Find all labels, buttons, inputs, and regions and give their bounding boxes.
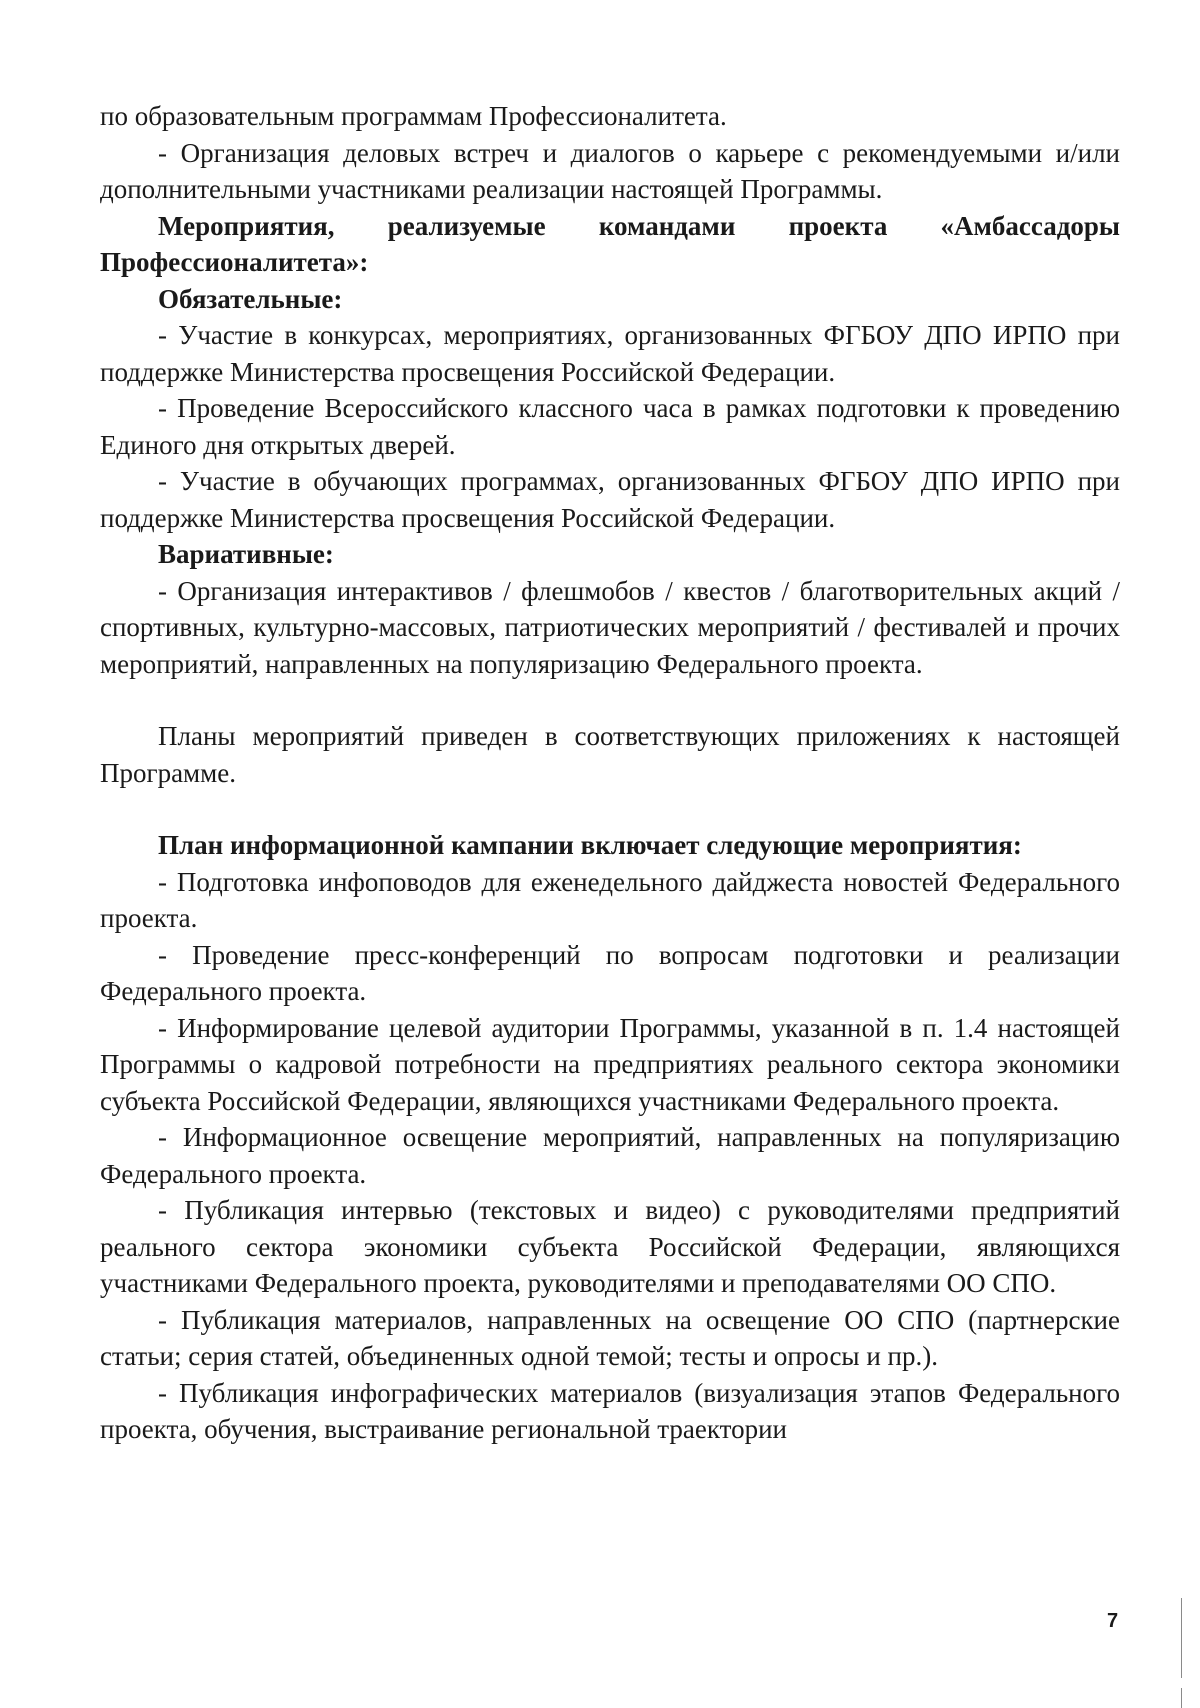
document-body — [100, 98, 1120, 1448]
list-item-training-programs: - Участие в обучающих программах, организованных ФГБОУ ДПО ИРПО при поддержке Министерства просвещения Российской Федерации. — [100, 466, 1120, 533]
list-item-informing-audience: - Информирование целевой аудитории Программы, указанной в п. 1.4 настоящей Программы о кадровой потребности на предприятиях реального сектора экономики субъекта Российской Федерации, являющихся участниками Федерального проекта. — [100, 1012, 1120, 1116]
paragraph-spacer — [100, 791, 1120, 827]
list-item-interactives: - Организация интерактивов / флешмобов / квестов / благотворительных акций / спортивных, культурно-массовых, патриотических мероприятий / фестивалей и прочих мероприятий, направленных на популяризацию Федерального проекта. — [100, 575, 1120, 679]
paragraph-continuation: по образовательным программам Профессионалитета. — [100, 101, 727, 131]
paragraph-spacer — [100, 682, 1120, 718]
scan-edge-line — [1181, 1688, 1182, 1708]
paragraph-event-plans: Планы мероприятий приведен в соответствующих приложениях к настоящей Программе. — [100, 721, 1120, 788]
list-item-interviews: - Публикация интервью (текстовых и видео) с руководителями предприятий реального сектора экономики субъекта Российской Федерации, являющихся участниками Федерального проекта, руководителями и преподавателями ОО СПО. — [100, 1195, 1120, 1298]
list-item-digest: - Подготовка инфоповодов для еженедельного дайджеста новостей Федерального проекта. — [100, 866, 1120, 933]
scan-edge-line — [1181, 1598, 1182, 1678]
list-item-infographics: - Публикация инфографических материалов (визуализация этапов Федерального проекта, обучения, выстраивание региональной траектории — [100, 1377, 1120, 1444]
subheading-mandatory: Обязательные: — [158, 283, 343, 314]
list-item-event-coverage: - Информационное освещение мероприятий, направленных на популяризацию Федерального проекта. — [100, 1122, 1120, 1189]
page-number: 7 — [1107, 1610, 1119, 1632]
paragraph-business-meetings: - Организация деловых встреч и диалогов о карьере с рекомендуемыми и/или дополнительными участниками реализации настоящей Программы. — [100, 137, 1120, 204]
subheading-optional: Вариативные: — [158, 539, 334, 569]
list-item-materials: - Публикация материалов, направленных на освещение ОО СПО (партнерские статьи; серия статей, объединенных одной темой; тесты и опросы и пр.). — [100, 1304, 1120, 1371]
list-item-contests: - Участие в конкурсах, мероприятиях, организованных ФГБОУ ДПО ИРПО при поддержке Министерства просвещения Российской Федерации. — [100, 320, 1120, 387]
section-heading-ambassador-events: Мероприятия, реализуемые командами проекта «Амбассадоры Профессионалитета»: — [100, 210, 1120, 277]
section-heading-info-campaign: План информационной кампании включает следующие мероприятия: — [158, 830, 1022, 860]
list-item-class-hour: - Проведение Всероссийского классного часа в рамках подготовки к проведению Единого дня открытых дверей. — [100, 393, 1120, 460]
list-item-press-conferences: - Проведение пресс-конференций по вопросам подготовки и реализации Федерального проекта. — [100, 939, 1120, 1006]
